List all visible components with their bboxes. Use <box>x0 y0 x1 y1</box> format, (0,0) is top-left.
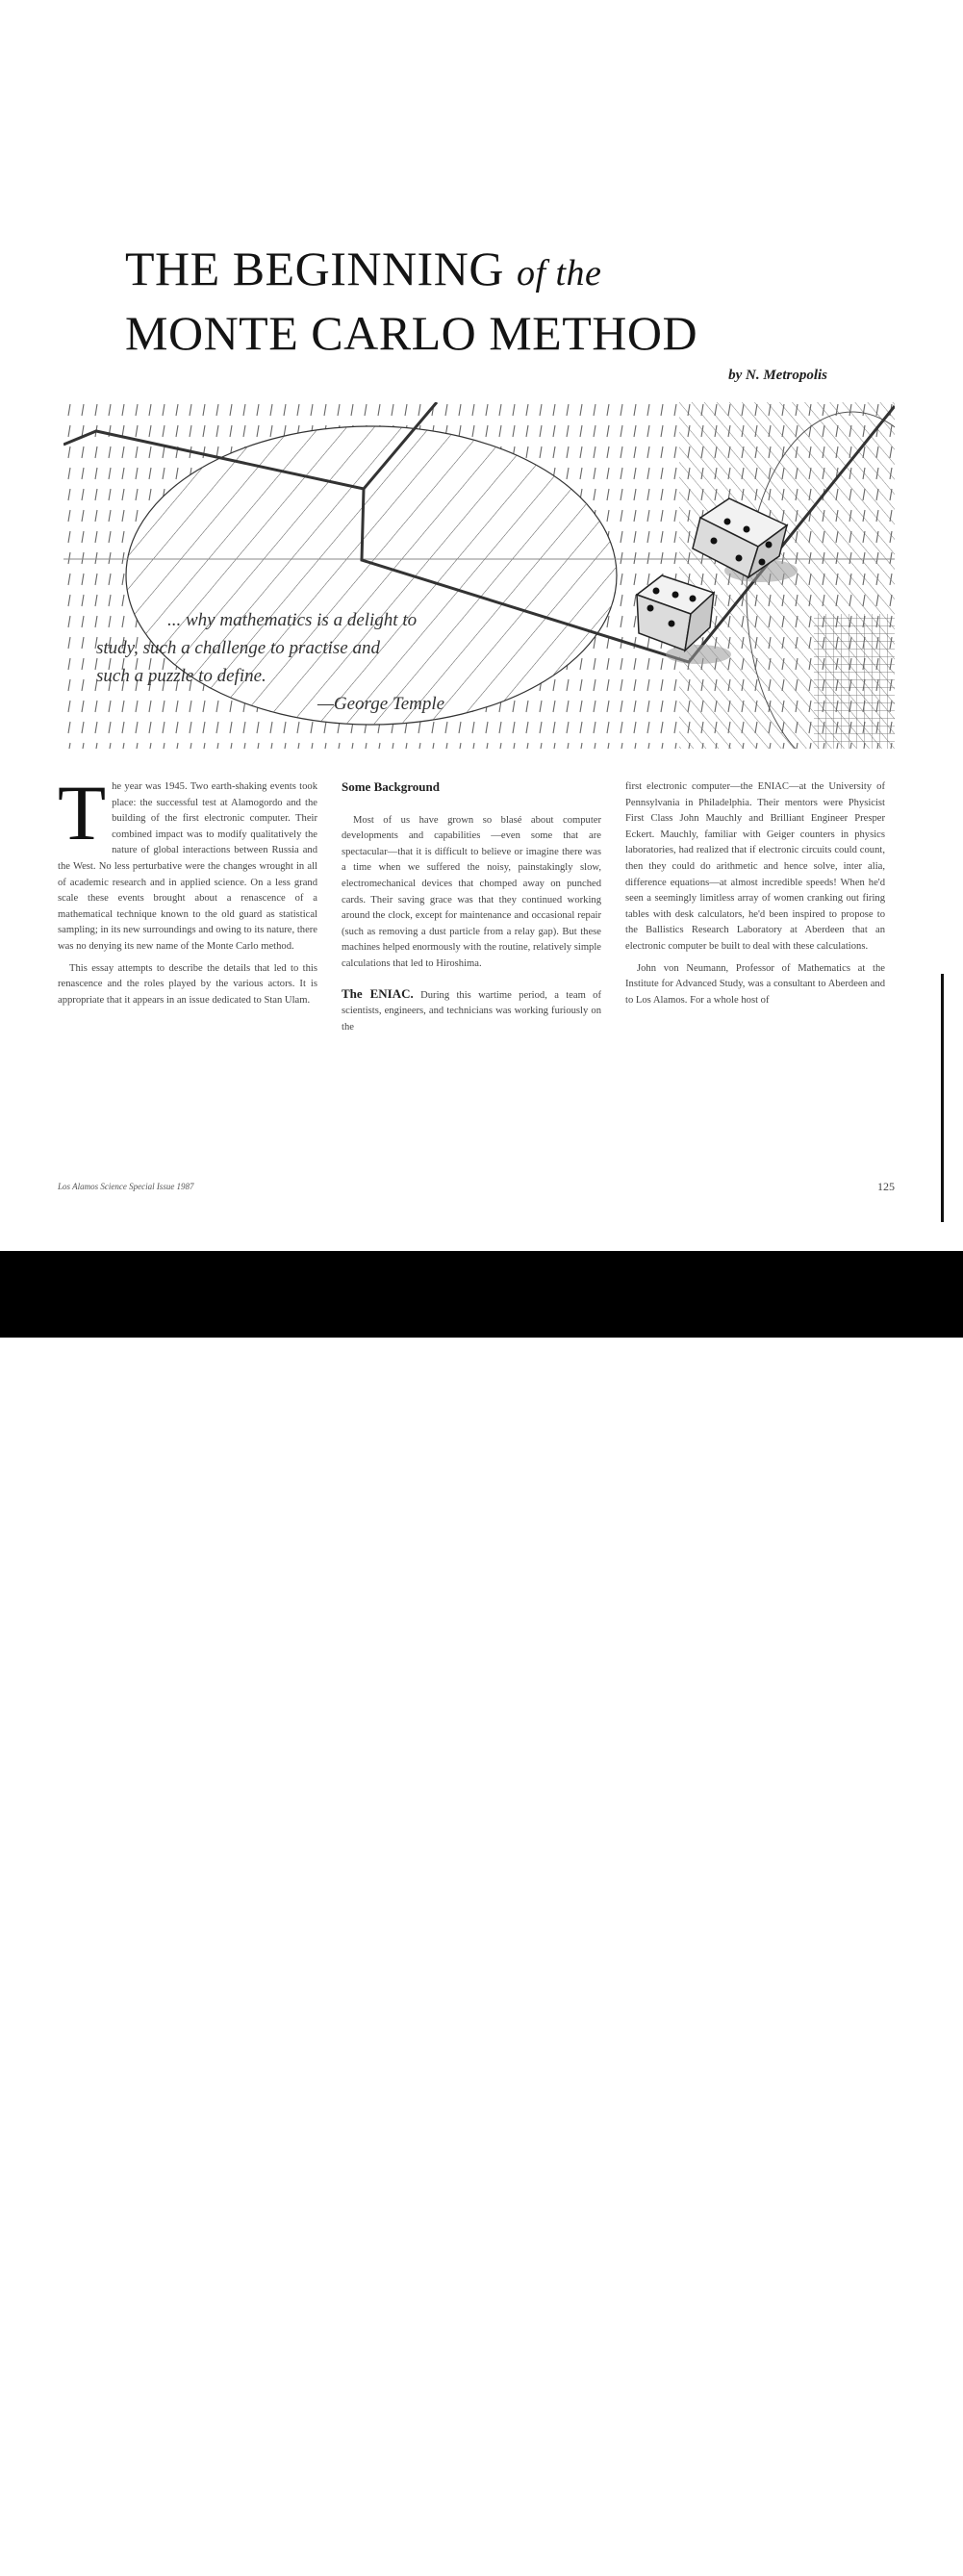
epigraph-quote <box>96 606 500 718</box>
col3-paragraph-1: first electronic computer—the ENIAC—at the University of Pennsylvania in Philadelphia. Their mentors were Physicist First Class John Mauchly and Brilliant Engineer Presper Eckert. Mauchly, familiar with Geiger counters in physics laboratories, had realized that if electronic circuits could count, then they could do arithmetic and hence solve, inter alia, difference equations—at almost incredible speeds! When he'd seen a seemingly limitless array of women cranking out firing tables with desk calculators, he'd been inspired to propose to the Ballistics Research Laboratory at Aberdeen that an electronic computer be built to deal with these calculations. <box>625 781 885 952</box>
alamy-logo: alamy <box>21 2519 132 2564</box>
text-column-3 <box>625 779 885 1014</box>
run-in-heading: The ENIAC. <box>342 985 414 1001</box>
paper-page <box>0 0 963 1251</box>
title-of-the: of the <box>516 253 602 293</box>
quote-line-1: ... why mathematics is a delight to <box>167 610 418 630</box>
section-heading: Some Background <box>342 779 440 794</box>
quote-line-2: study, such a challenge to practise and <box>96 638 380 658</box>
title-line-2: MONTE CARLO METHOD <box>125 306 698 360</box>
site-url: www.alamy.com <box>800 2556 925 2575</box>
col2-paragraph-2-text: During this wartime period, a team of scientists, engineers, and technicians was working furiously on the <box>342 989 601 1033</box>
image-id: HA6W59 <box>847 2523 922 2543</box>
footer-journal: Los Alamos Science Special Issue 1987 <box>58 1182 194 1191</box>
col3-paragraph-2: John von Neumann, Professor of Mathematics at the Institute for Advanced Study, was a consultant to Aberdeen and to Los Alamos. For a whole host of <box>625 962 885 1006</box>
drop-cap: T <box>58 769 107 856</box>
col2-paragraph-2 <box>342 986 601 1036</box>
text-column-2 <box>342 779 601 1041</box>
col1-paragraph-2: This essay attempts to describe the details that led to this renascence and the roles played by the various actors. It is appropriate that it appears in an issue dedicated to Stan Ulam. <box>58 962 317 1006</box>
col1-paragraph-1: he year was 1945. Two earth-shaking events took place: the successful test at Alamogordo and the building of the first electronic computer. Their combined impact was to modify qualitatively the nature of global interactions between Russia and the West. No less perturbative were the changes wrought in all of academic research and in applied science. On a less grand scale these events brought about a renascence of a mathematical technique known to the old guard as statistical sampling; in its new surroundings and owing to its nature, there was no denying its new name of the Monte Carlo method. <box>58 781 317 952</box>
quote-attribution: —George Temple <box>317 694 445 714</box>
article-title <box>125 239 697 363</box>
page-number: 125 <box>877 1180 895 1193</box>
grid-region <box>814 614 895 749</box>
watermark-band <box>0 1251 963 2575</box>
col2-paragraph-1: Most of us have grown so blasé about computer developments and capabilities —even some that are spectacular—that it is difficult to believe or imagine there was a time when we suffered the noisy, painstakingly slow, electromechanical devices that chomped away on punched cards. Their saving grace was that they continued working around the clock, except for maintenance and occasional repair (such as removing a dust particle from a relay gap). But these machines helped enormously with the routine, relatively simple calculations that led to Hiroshima. <box>342 814 601 969</box>
quote-line-3: such a puzzle to define. <box>96 666 266 686</box>
page-edge-rule <box>941 974 944 1222</box>
text-column-1 <box>58 769 317 1014</box>
title-line-1: THE BEGINNING <box>125 242 504 295</box>
byline: by N. Metropolis <box>728 368 827 383</box>
